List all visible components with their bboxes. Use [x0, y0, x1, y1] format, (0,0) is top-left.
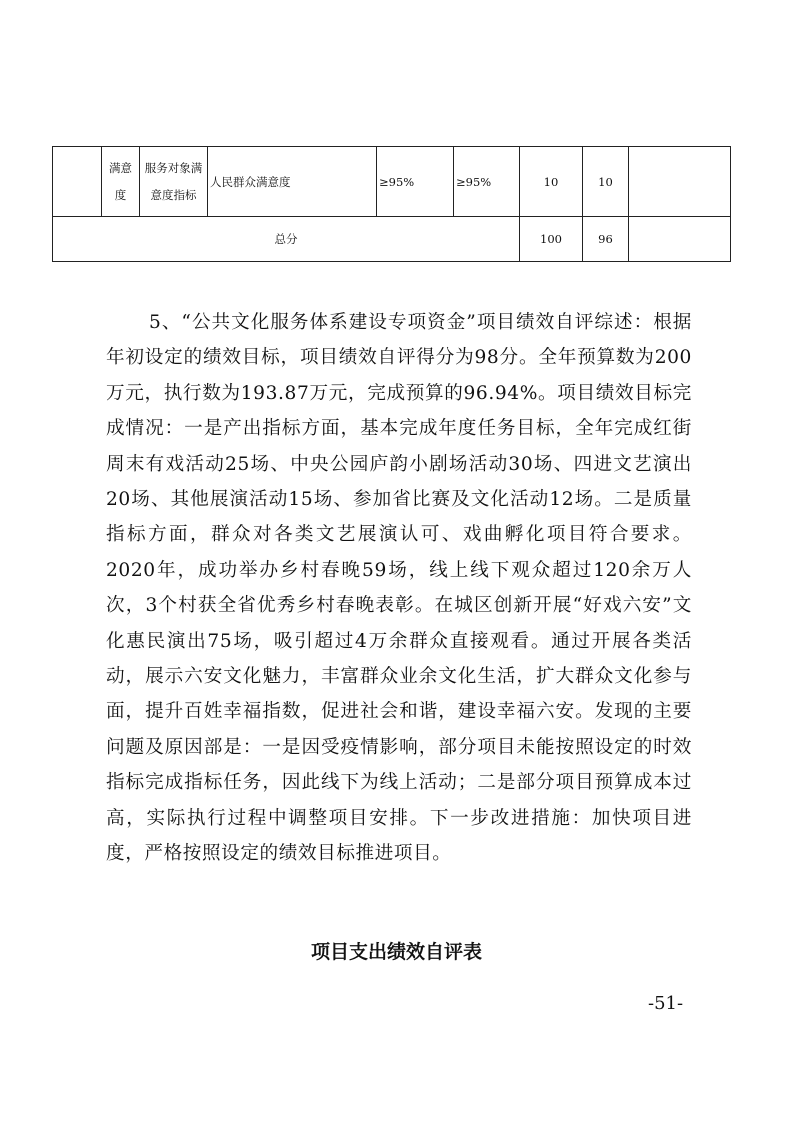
cell-target-value: ≥95% [377, 147, 454, 217]
total-score-1: 100 [520, 217, 583, 262]
cell-category [102, 147, 140, 217]
cell-score: 10 [583, 147, 629, 217]
cell-indicator-type-line1: 服务对象满 [144, 160, 203, 175]
cell-actual-value: ≥95% [454, 147, 520, 217]
performance-table [52, 146, 731, 262]
cell-notes [629, 147, 731, 217]
total-label: 总分 [53, 217, 520, 262]
table-row-satisfaction [53, 147, 731, 217]
cell-category-line1: 满意 [109, 160, 132, 175]
cell-blank-first [53, 147, 102, 217]
total-blank [629, 217, 731, 262]
page-number: -51- [648, 993, 684, 1014]
cell-indicator-name: 人民群众满意度 [208, 147, 377, 217]
table-row-total [53, 217, 731, 262]
cell-weight: 10 [520, 147, 583, 217]
total-score-2: 96 [583, 217, 629, 262]
cell-indicator-type-line2: 意度指标 [150, 187, 197, 202]
summary-section [106, 305, 692, 872]
summary-paragraph: 5、“公共文化服务体系建设专项资金”项目绩效自评综述：根据年初设定的绩效目标，项目绩效自评得分为98分。全年预算数为200万元，执行数为193.87万元，完成预算的96.94%。项目绩效目标完成情况：一是产出指标方面，基本完成年度任务目标，全年完成红街周末有戏活动25场、中央公园庐韵小剧场活动30场、四进文艺演出20场、其他展演活动15场、参加省比赛及文化活动12场。二是质量指标方面，群众对各类文艺展演认可、戏曲孵化项目符合要求。2020年，成功举办乡村春晚59场，线上线下观众超过120余万人次，3个村获全省优秀乡村春晚表彰。在城区创新开展“好戏六安”文化惠民演出75场，吸引超过4万余群众直接观看。通过开展各类活动，展示六安文化魅力，丰富群众业余文化生活，扩大群众文化参与面，提升百姓幸福指数，促进社会和谐，建设幸福六安。发现的主要问题及原因部是：一是因受疫情影响，部分项目未能按照设定的时效指标完成指标任务，因此线下为线上活动；二是部分项目预算成本过高，实际执行过程中调整项目安排。下一步改进措施：加快项目进度，严格按照设定的绩效目标推进项目。 [106, 312, 692, 865]
section-heading: 项目支出绩效自评表 [310, 941, 482, 963]
cell-indicator-type [140, 147, 208, 217]
cell-category-line2: 度 [114, 187, 127, 202]
